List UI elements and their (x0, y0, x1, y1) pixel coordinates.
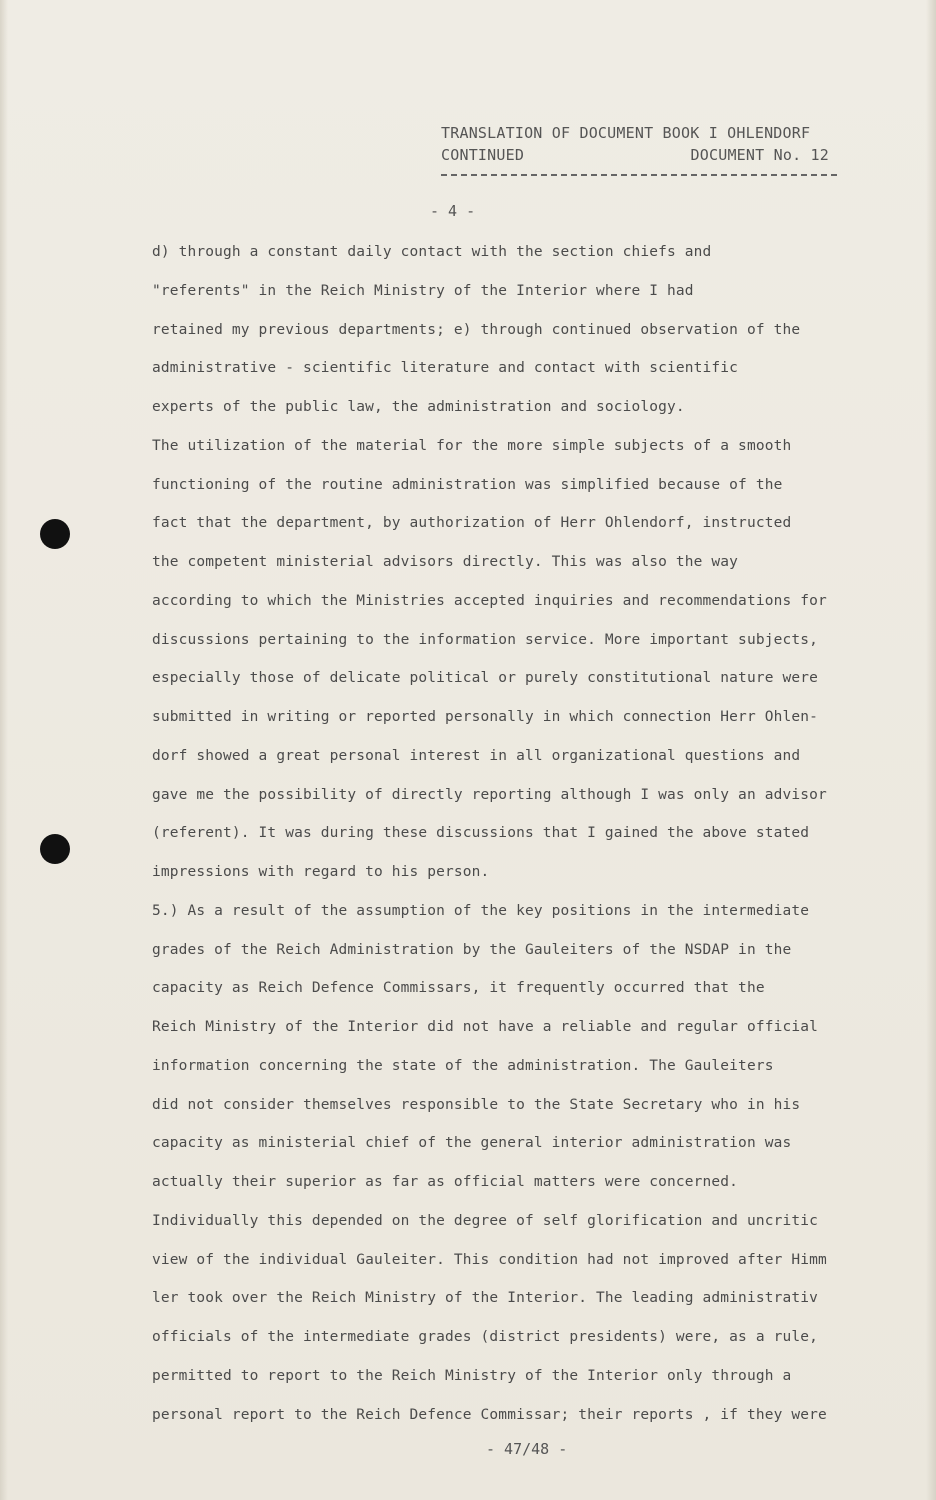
punch-hole-bottom (40, 834, 70, 864)
header-dashed-rule (441, 174, 837, 176)
body-line: retained my previous departments; e) through continued observation of the (152, 321, 801, 338)
body-line: especially those of delicate political or purely constitutional nature were (152, 670, 818, 687)
body-line: submitted in writing or reported personally in which connection Herr Ohlen- (152, 709, 818, 725)
body-line: gave me the possibility of directly reporting although I was only an advisor (152, 786, 827, 803)
body-line: fact that the department, by authorization of Herr Ohlendorf, instructed (152, 515, 792, 532)
body-line: actually their superior as far as official matters were concerned. (152, 1174, 739, 1190)
document-header (441, 122, 841, 166)
body-line: discussions pertaining to the information service. More important subjects, (152, 631, 818, 648)
body-line: did not consider themselves responsible to the State Secretary who in his (152, 1096, 801, 1113)
body-line: experts of the public law, the administration and sociology. (152, 399, 685, 415)
body-line: Reich Ministry of the Interior did not have a reliable and regular official (152, 1019, 818, 1035)
page-edge-right (926, 0, 936, 1500)
body-line: impressions with regard to his person. (152, 864, 490, 880)
body-line: functioning of the routine administration was simplified because of the (152, 476, 783, 493)
body-line: (referent). It was during these discussions that I gained the above stated (152, 825, 810, 842)
body-line: d) through a constant daily contact with the section chiefs and (152, 244, 712, 260)
body-line: personal report to the Reich Defence Commissar; their reports , if they were (152, 1406, 827, 1423)
body-line: officials of the intermediate grades (district presidents) were, as a rule, (152, 1329, 818, 1345)
body-line: dorf showed a great personal interest in all organizational questions and (152, 747, 801, 764)
body-line: according to which the Ministries accepted inquiries and recommendations for (152, 592, 827, 609)
page-edge-left (0, 0, 8, 1500)
body-line: grades of the Reich Administration by the Gauleiters of the NSDAP in the (152, 941, 792, 958)
header-continued: CONTINUED (441, 146, 525, 164)
punch-hole-top (40, 519, 70, 549)
footer-page-number: - 47/48 - (486, 1440, 568, 1458)
header-second-row (441, 144, 829, 166)
body-line: view of the individual Gauleiter. This condition had not improved after Himm (152, 1251, 827, 1268)
body-text (152, 240, 888, 1441)
body-line: ler took over the Reich Ministry of the Interior. The leading administrativ (152, 1290, 818, 1307)
body-line: permitted to report to the Reich Ministry of the Interior only through a (152, 1367, 792, 1384)
body-line: The utilization of the material for the more simple subjects of a smooth (152, 437, 792, 454)
body-line: information concerning the state of the administration. The Gauleiters (152, 1057, 774, 1074)
page-marker: - 4 - (430, 202, 476, 220)
body-line: Individually this depended on the degree of self glorification and uncritic (152, 1212, 818, 1229)
body-line: capacity as ministerial chief of the general interior administration was (152, 1135, 792, 1152)
body-line: "referents" in the Reich Ministry of the Interior where I had (152, 282, 694, 299)
body-line: 5.) As a result of the assumption of the key positions in the intermediate (152, 902, 810, 919)
body-line: capacity as Reich Defence Commissars, it frequently occurred that the (152, 980, 765, 997)
header-document-number: DOCUMENT No. 12 (690, 146, 829, 164)
header-title: TRANSLATION OF DOCUMENT BOOK I OHLENDORF (441, 124, 811, 142)
body-line: administrative - scientific literature and contact with scientific (152, 360, 739, 377)
body-line: the competent ministerial advisors directly. This was also the way (152, 554, 739, 570)
